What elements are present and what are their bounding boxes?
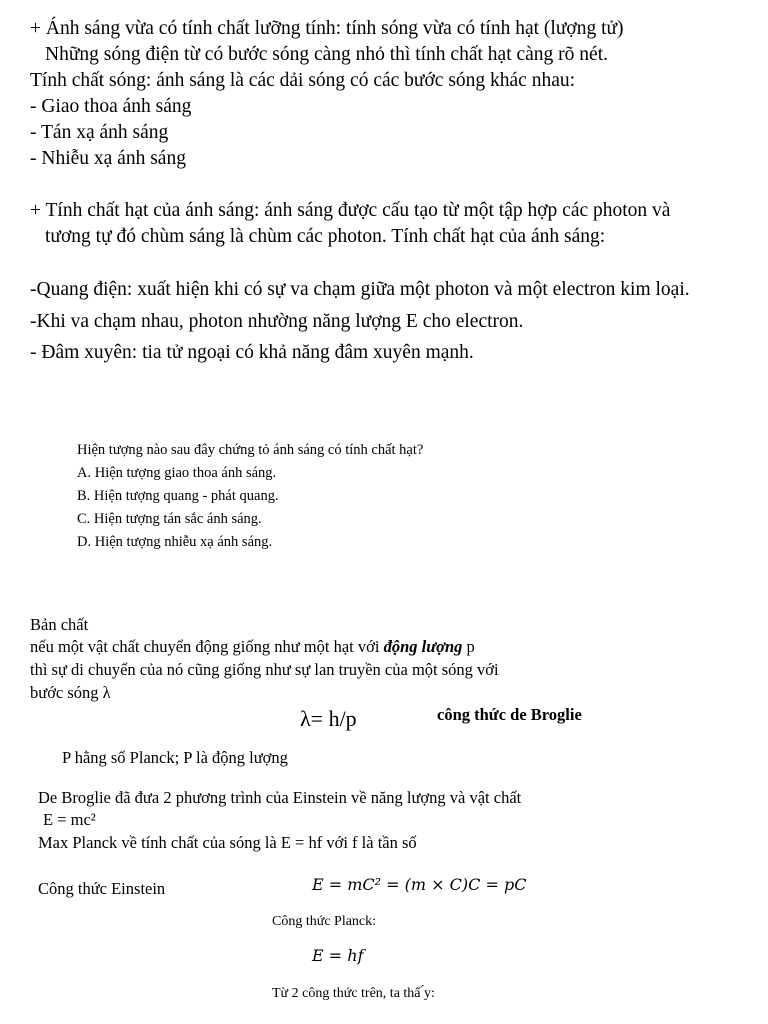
mass-energy-equation: E = mc²: [43, 810, 96, 829]
quiz-option: B. Hiện tượng quang - phát quang.: [77, 488, 279, 504]
quiz-option: D. Hiện tượng nhiễu xạ ánh sáng.: [77, 534, 273, 550]
planck-label: Công thức Planck:: [272, 914, 377, 929]
einstein-equation: E = mC² = (m × C)C = pC: [312, 875, 527, 894]
nature-line-1: [30, 639, 475, 656]
wavelength-statement: Những sóng điện từ có bước sóng càng nhỏ thì tính chất hạt càng rõ nét.: [45, 44, 608, 65]
duality-statement: + Ánh sáng vừa có tính chất lưỡng tính: tính sóng vừa có tính hạt (lượng tử): [30, 18, 624, 39]
broglie-line-1: De Broglie đã đưa 2 phương trình của Einstein về năng lượng và vật chất: [38, 788, 522, 807]
einstein-label: Công thức Einstein: [38, 879, 166, 898]
nature-line-3: bước sóng λ: [30, 683, 111, 702]
quiz-question: Hiện tượng nào sau đây chứng tỏ ánh sáng có tính chất hạt?: [77, 442, 424, 458]
particle-property-continuation: tương tự đó chùm sáng là chùm các photon. Tính chất hạt của ánh sáng:: [45, 226, 606, 247]
list-item: - Giao thoa ánh sáng: [30, 96, 192, 117]
list-item: - Đâm xuyên: tia tử ngoại có khả năng đâm xuyên mạnh.: [30, 342, 474, 363]
broglie-line-3: Max Planck về tính chất của sóng là E = hf với f là tần số: [38, 833, 417, 852]
wave-property-heading: Tính chất sóng: ánh sáng là các dải sóng có các bước sóng khác nhau:: [30, 70, 576, 91]
de-broglie-formula: λ= h/p: [300, 706, 357, 731]
planck-equation: E = hf: [312, 946, 364, 965]
list-item: - Tán xạ ánh sáng: [30, 122, 169, 143]
nature-line-2: thì sự di chuyển của nó cũng giống như sự lan truyền của một sóng với: [30, 660, 499, 679]
list-item: -Quang điện: xuất hiện khi có sự va chạm giữa một photon và một electron kim loại.: [30, 279, 690, 300]
quiz-option: A. Hiện tượng giao thoa ánh sáng.: [77, 465, 277, 481]
list-item: - Nhiễu xạ ánh sáng: [30, 148, 186, 169]
nature-line-1-post: p: [462, 637, 475, 656]
momentum-term: động lượng: [383, 637, 463, 656]
planck-note: P hằng số Planck; P là động lượng: [62, 748, 288, 767]
quiz-option: C. Hiện tượng tán sắc ánh sáng.: [77, 511, 262, 527]
nature-heading: Bản chất: [30, 615, 89, 634]
conclusion-line: Từ 2 công thức trên, ta thấ ́y:: [272, 986, 435, 1001]
nature-line-1-pre: nếu một vật chất chuyển động giống như một hạt với: [30, 637, 384, 656]
particle-property-statement: + Tính chất hạt của ánh sáng: ánh sáng được cấu tạo từ một tập hợp các photon và: [30, 200, 671, 221]
list-item: -Khi va chạm nhau, photon nhường năng lượng E cho electron.: [30, 311, 524, 332]
de-broglie-label: công thức de Broglie: [437, 705, 582, 724]
